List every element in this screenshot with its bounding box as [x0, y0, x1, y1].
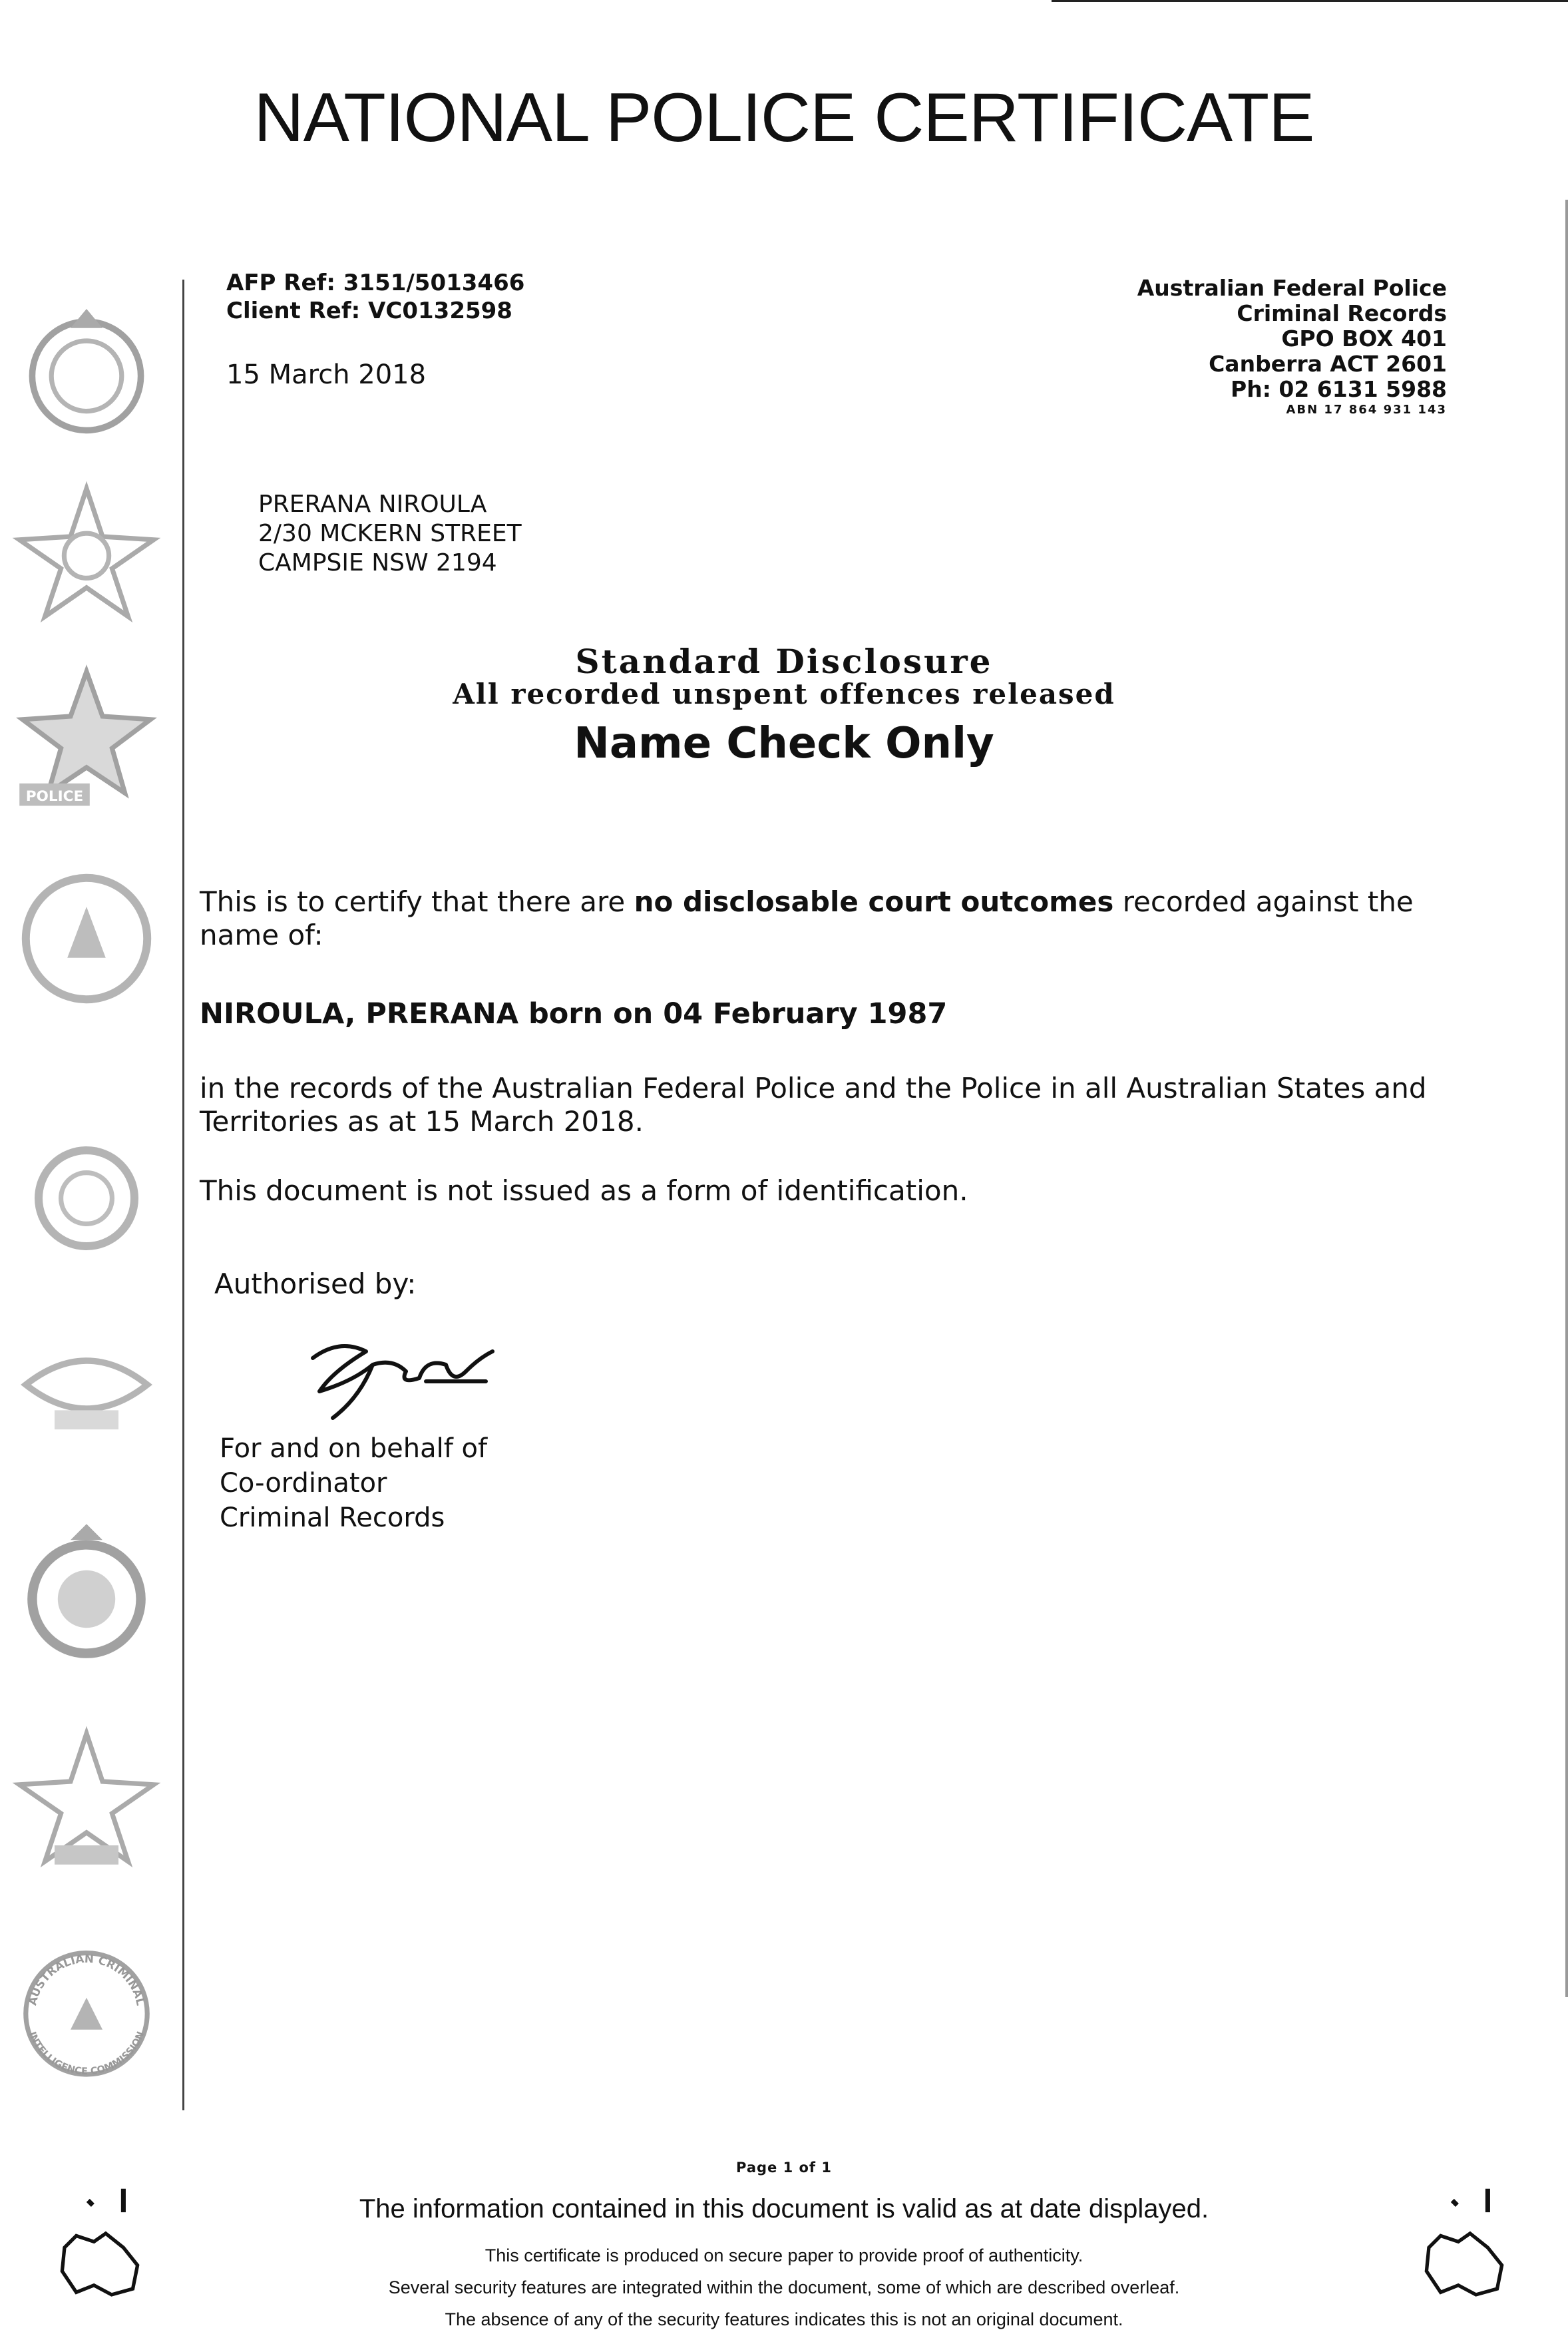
recipient-street: 2/30 MCKERN STREET — [258, 520, 522, 547]
qld-police-seal-icon — [7, 1118, 166, 1278]
sa-police-seal-icon — [7, 1305, 166, 1465]
margin-rule — [182, 280, 184, 2110]
svg-text:INTELLIGENCE COMMISSION — [27, 2030, 146, 2078]
check-type: Name Check Only — [574, 719, 994, 768]
validity-notice: The information contained in this document is valid as at date displayed. — [359, 2194, 1209, 2223]
tas-police-seal-icon — [7, 1511, 166, 1671]
disclosure-scope: All recorded unspent offences released — [453, 678, 1115, 710]
acic-seal-icon — [7, 1931, 166, 2090]
client-ref: Client Ref: VC0132598 — [226, 298, 512, 324]
afp-ref: AFP Ref: 3151/5013466 — [226, 270, 525, 296]
security-line-2: Several security features are integrated within the document, some of which are described overleaf. — [388, 2277, 1180, 2297]
security-notice — [0, 2239, 1568, 2335]
afp-seal-icon — [7, 293, 166, 453]
disclosure-type: Standard Disclosure — [575, 642, 993, 681]
scan-edge-right — [1565, 200, 1568, 1997]
act-police-seal-icon — [7, 473, 166, 632]
issuer-abn: ABN 17 864 931 143 — [1286, 403, 1447, 417]
signatory-line-1: For and on behalf of — [220, 1433, 488, 1464]
security-line-1: This certificate is produced on secure paper to provide proof of authenticity. — [485, 2245, 1083, 2265]
australia-map-icon-right — [1404, 2177, 1524, 2330]
australia-map-icon — [40, 2177, 160, 2330]
issuer-line-2: Criminal Records — [1237, 300, 1447, 326]
recipient-address — [258, 490, 522, 578]
signature-image — [293, 1318, 506, 1431]
nt-police-seal-icon — [7, 859, 166, 1019]
scan-edge-top — [1052, 0, 1568, 2]
signatory-block — [220, 1431, 487, 1535]
certification-text-b: recorded against the name of: — [200, 885, 1414, 951]
acic-seal-top-text: AUSTRALIAN CRIMINAL — [25, 1951, 148, 2007]
identification-notice: This document is not issued as a form of identification. — [200, 1174, 968, 1207]
authorised-by-label: Authorised by: — [214, 1268, 417, 1300]
page-number: Page 1 of 1 — [736, 2160, 832, 2176]
certification-text-a: This is to certify that there are — [200, 885, 634, 918]
signatory-line-2: Co-ordinator — [220, 1468, 387, 1499]
issuer-line-1: Australian Federal Police — [1137, 275, 1447, 301]
issuer-line-3: GPO BOX 401 — [1281, 326, 1447, 351]
certification-text-bold: no disclosable court outcomes — [634, 885, 1114, 918]
nsw-seal-text: POLICE — [25, 788, 84, 806]
acic-seal-bottom-text: INTELLIGENCE COMMISSION — [26, 2030, 147, 2078]
security-line-3: The absence of any of the security features indicates this is not an original document. — [445, 2309, 1123, 2329]
records-statement: in the records of the Australian Federal Police and the Police in all Australian States and Territories as at 15 March 2018. — [200, 1072, 1427, 1138]
subject-name: NIROULA, PRERANA born on 04 February 1987 — [200, 997, 948, 1031]
recipient-city: CAMPSIE NSW 2194 — [258, 549, 497, 577]
document-title: NATIONAL POLICE CERTIFICATE — [254, 79, 1314, 156]
issuer-address — [1137, 276, 1447, 418]
issuer-line-5: Ph: 02 6131 5988 — [1231, 376, 1447, 402]
recipient-name: PRERANA NIROULA — [258, 491, 487, 518]
signatory-line-3: Criminal Records — [220, 1503, 445, 1533]
vic-police-seal-icon — [7, 1718, 166, 1877]
issue-date: 15 March 2018 — [226, 359, 427, 390]
certification-statement — [200, 885, 1451, 952]
reference-block — [226, 269, 524, 325]
issuer-line-4: Canberra ACT 2601 — [1209, 351, 1447, 377]
